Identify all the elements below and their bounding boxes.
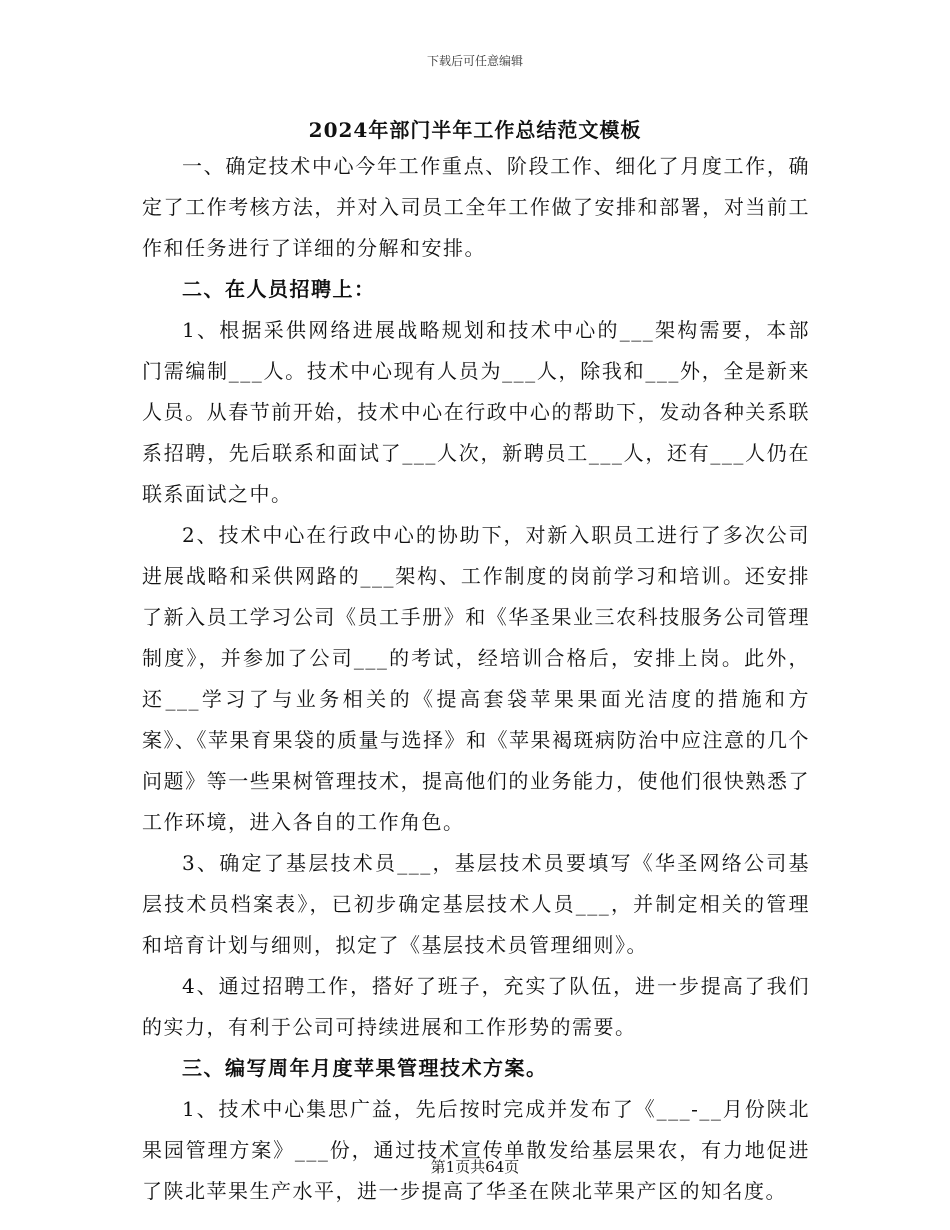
header-note: 下载后可任意编辑: [426, 54, 523, 68]
paragraph-2-2: 2、技术中心在行政中心的协助下，对新入职员工进行了多次公司进展战略和采供网路的___架构、工作制度的岗前学习和培训。还安排了新入员工学习公司《员工手册》和《华圣果业三农科技服务公司管理制度》，并参加了公司___的考试，经培训合格后，安排上岗。此外，还___学习了与业务相关的《提高套袋苹果果面光洁度的措施和方案》、《苹果育果袋的质量与选择》和《苹果褐斑病防治中应注意的几个问题》等一些果树管理技术，提高他们的业务能力，使他们很快熟悉了工作环境，进入各自的工作角色。: [142, 523, 810, 834]
paragraph-3-1: 1、技术中心集思广益，先后按时完成并发布了《___-__月份陕北果园管理方案》___份，通过技术宣传单散发给基层果农，有力地促进了陕北苹果生产水平，进一步提高了华圣在陕北苹果产区的知名度。: [142, 1097, 810, 1203]
document-body: [142, 146, 810, 1212]
heading-section-2: 二、在人员招聘上：: [182, 277, 376, 301]
paragraph-2-4: 4、通过招聘工作，搭好了班子，充实了队伍，进一步提高了我们的实力，有利于公司可持续进展和工作形势的需要。: [142, 974, 810, 1039]
paragraph-2-1: 1、根据采供网络进展战略规划和技术中心的___架构需要，本部门需编制___人。技术中心现有人员为___人，除我和___外，全是新来人员。从春节前开始，技术中心在行政中心的帮助下，发动各种关系联系招聘，先后联系和面试了___人次，新聘员工___人，还有___人仍在联系面试之中。: [142, 318, 810, 506]
page-footer: 第1页共64页: [430, 1158, 520, 1176]
paragraph-section-1: 一、确定技术中心今年工作重点、阶段工作、细化了月度工作，确定了工作考核方法，并对入司员工全年工作做了安排和部署，对当前工作和任务进行了详细的分解和安排。: [142, 154, 810, 260]
paragraph-2-3: 3、确定了基层技术员___，基层技术员要填写《华圣网络公司基层技术员档案表》，已初步确定基层技术人员___，并制定相关的管理和培育计划与细则，拟定了《基层技术员管理细则》。: [142, 851, 810, 957]
heading-section-3: 三、编写周年月度苹果管理技术方案。: [182, 1056, 548, 1080]
document-title: 2024年部门半年工作总结范文模板: [308, 118, 642, 142]
